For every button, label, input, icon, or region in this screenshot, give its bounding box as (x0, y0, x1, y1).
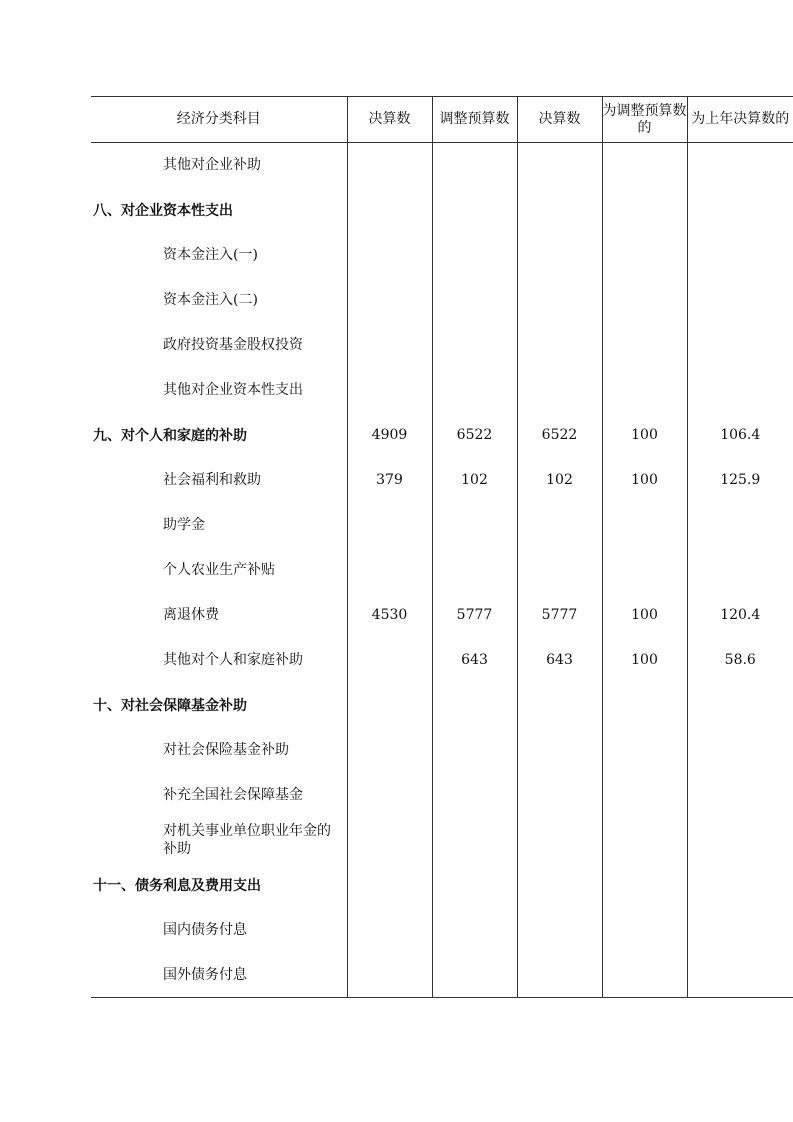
cell-final-amount-2 (517, 188, 602, 233)
cell-final-amount (347, 143, 432, 188)
cell-final-amount (347, 683, 432, 728)
cell-final-amount (347, 233, 432, 278)
cell-adjusted-budget: 6522 (432, 413, 517, 458)
cell-final-amount-2 (517, 863, 602, 908)
cell-final-amount-2 (517, 143, 602, 188)
cell-final-amount-2 (517, 728, 602, 773)
category-label: 八、对企业资本性支出 (93, 203, 233, 219)
cell-final-amount (347, 773, 432, 818)
cell-pct-of-adjusted (602, 773, 687, 818)
table-row (91, 458, 793, 503)
cell-final-amount-2 (517, 548, 602, 593)
cell-pct-of-last-year (687, 683, 793, 728)
cell-adjusted-budget: 643 (432, 638, 517, 683)
table-row (91, 683, 793, 728)
table-row (91, 863, 793, 908)
table-row (91, 773, 793, 818)
table-row (91, 818, 793, 863)
cell-adjusted-budget (432, 368, 517, 413)
table-row (91, 908, 793, 953)
item-label: 个人农业生产补贴 (163, 562, 275, 578)
cell-final-amount (347, 728, 432, 773)
header-adjusted-budget: 调整预算数 (432, 97, 517, 143)
item-label: 离退休费 (163, 607, 219, 623)
cell-pct-of-last-year (687, 908, 793, 953)
cell-final-amount (347, 278, 432, 323)
cell-pct-of-adjusted: 100 (602, 593, 687, 638)
cell-pct-of-last-year (687, 728, 793, 773)
item-label: 社会福利和救助 (163, 472, 261, 488)
table-row (91, 323, 793, 368)
cell-final-amount (347, 503, 432, 548)
item-label: 政府投资基金股权投资 (163, 337, 303, 353)
cell-pct-of-last-year (687, 143, 793, 188)
category-label: 十、对社会保障基金补助 (93, 698, 247, 714)
cell-pct-of-adjusted (602, 908, 687, 953)
item-label: 补充全国社会保障基金 (163, 787, 303, 803)
header-category: 经济分类科目 (91, 97, 347, 143)
cell-adjusted-budget: 5777 (432, 593, 517, 638)
table-row (91, 638, 793, 683)
cell-final-amount-2 (517, 773, 602, 818)
cell-pct-of-last-year (687, 953, 793, 998)
cell-final-amount-2 (517, 818, 602, 863)
cell-final-amount-2: 6522 (517, 413, 602, 458)
cell-final-amount-2 (517, 233, 602, 278)
cell-final-amount-2: 643 (517, 638, 602, 683)
cell-pct-of-adjusted (602, 143, 687, 188)
category-label: 九、对个人和家庭的补助 (93, 428, 247, 444)
table-row (91, 548, 793, 593)
category-label: 十一、债务利息及费用支出 (93, 878, 261, 894)
cell-pct-of-adjusted (602, 863, 687, 908)
cell-final-amount (347, 818, 432, 863)
cell-pct-of-last-year (687, 233, 793, 278)
cell-adjusted-budget (432, 728, 517, 773)
item-label: 国外债务付息 (91, 953, 347, 998)
cell-final-amount (347, 638, 432, 683)
cell-pct-of-adjusted (602, 368, 687, 413)
item-label: 助学金 (163, 517, 205, 533)
table-row (91, 413, 793, 458)
cell-final-amount (347, 188, 432, 233)
cell-final-amount: 4909 (347, 413, 432, 458)
cell-adjusted-budget (432, 548, 517, 593)
cell-final-amount (347, 323, 432, 368)
cell-final-amount (347, 953, 432, 998)
cell-pct-of-last-year: 58.6 (687, 638, 793, 683)
header-pct-of-adjusted: 为调整预算数的 (602, 97, 687, 143)
cell-pct-of-last-year: 120.4 (687, 593, 793, 638)
table-body (91, 143, 793, 998)
cell-final-amount-2: 5777 (517, 593, 602, 638)
cell-pct-of-last-year (687, 863, 793, 908)
item-label: 其他对个人和家庭补助 (163, 652, 303, 668)
cell-final-amount-2 (517, 368, 602, 413)
cell-final-amount-2 (517, 323, 602, 368)
cell-pct-of-adjusted: 100 (602, 458, 687, 503)
cell-final-amount (347, 368, 432, 413)
table-row (91, 593, 793, 638)
cell-pct-of-adjusted (602, 278, 687, 323)
table-row (91, 233, 793, 278)
cell-final-amount: 379 (347, 458, 432, 503)
cell-adjusted-budget (432, 818, 517, 863)
table-row (91, 368, 793, 413)
item-label: 国内债务付息 (163, 922, 247, 938)
cell-pct-of-adjusted (602, 188, 687, 233)
cell-pct-of-adjusted (602, 503, 687, 548)
cell-adjusted-budget (432, 863, 517, 908)
cell-pct-of-last-year (687, 773, 793, 818)
cell-final-amount-2 (517, 683, 602, 728)
cell-final-amount-2 (517, 908, 602, 953)
item-label: 对社会保险基金补助 (163, 742, 289, 758)
cell-pct-of-last-year: 106.4 (687, 413, 793, 458)
cell-pct-of-adjusted (602, 323, 687, 368)
cell-pct-of-last-year: 125.9 (687, 458, 793, 503)
item-label: 资本金注入(一) (163, 247, 258, 263)
table-row (91, 953, 793, 998)
cell-final-amount-2 (517, 278, 602, 323)
cell-final-amount (347, 548, 432, 593)
cell-pct-of-last-year (687, 278, 793, 323)
cell-pct-of-last-year (687, 323, 793, 368)
cell-pct-of-last-year (687, 188, 793, 233)
cell-adjusted-budget (432, 953, 517, 998)
cell-pct-of-adjusted (602, 818, 687, 863)
cell-final-amount-2: 102 (517, 458, 602, 503)
cell-pct-of-adjusted (602, 728, 687, 773)
item-label: 其他对企业补助 (163, 157, 261, 174)
cell-adjusted-budget (432, 773, 517, 818)
cell-pct-of-last-year (687, 818, 793, 863)
cell-pct-of-adjusted: 100 (602, 413, 687, 458)
header-final-amount-2: 决算数 (517, 97, 602, 143)
header-final-amount: 决算数 (347, 97, 432, 143)
item-label: 其他对企业资本性支出 (163, 382, 303, 398)
table-row (91, 503, 793, 548)
item-label: 资本金注入(二) (163, 292, 258, 308)
cell-pct-of-adjusted (602, 548, 687, 593)
cell-adjusted-budget (432, 278, 517, 323)
cell-pct-of-last-year (687, 368, 793, 413)
cell-final-amount (347, 863, 432, 908)
cell-pct-of-last-year (687, 548, 793, 593)
header-pct-of-last-year: 为上年决算数的 (687, 97, 793, 143)
cell-adjusted-budget (432, 188, 517, 233)
cell-adjusted-budget (432, 143, 517, 188)
cell-adjusted-budget (432, 503, 517, 548)
cell-pct-of-adjusted: 100 (602, 638, 687, 683)
expenditure-table (91, 96, 793, 998)
cell-pct-of-adjusted (602, 683, 687, 728)
table-header (91, 97, 793, 143)
table-row (91, 728, 793, 773)
cell-final-amount: 4530 (347, 593, 432, 638)
cell-pct-of-adjusted (602, 953, 687, 998)
cell-adjusted-budget (432, 233, 517, 278)
table-row (91, 188, 793, 233)
table-row (91, 278, 793, 323)
cell-final-amount-2 (517, 503, 602, 548)
cell-adjusted-budget (432, 323, 517, 368)
cell-pct-of-adjusted (602, 233, 687, 278)
cell-adjusted-budget: 102 (432, 458, 517, 503)
cell-adjusted-budget (432, 908, 517, 953)
cell-pct-of-last-year (687, 503, 793, 548)
cell-final-amount (347, 908, 432, 953)
cell-final-amount-2 (517, 953, 602, 998)
item-label: 对机关事业单位职业年金的补助 (163, 823, 331, 857)
table-row (91, 143, 793, 188)
cell-adjusted-budget (432, 683, 517, 728)
